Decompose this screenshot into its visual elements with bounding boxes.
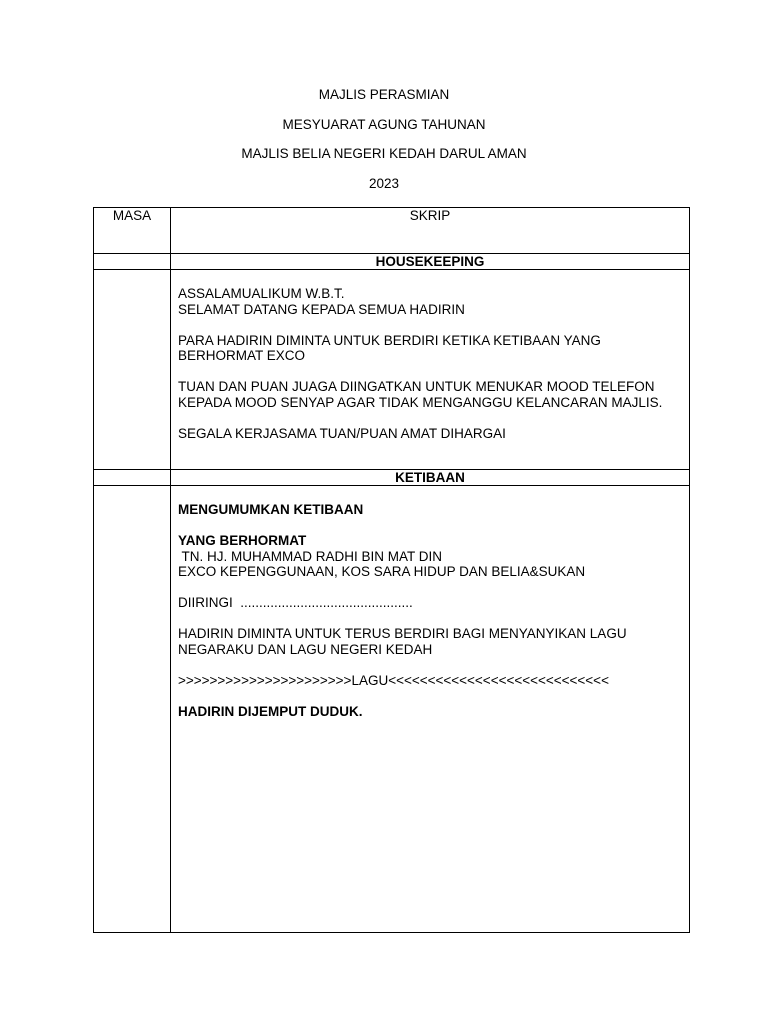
script-table: [93, 207, 690, 933]
announce-arrival: MENGUMUMKAN KETIBAAN: [178, 502, 364, 517]
header-skrip: SKRIP: [171, 208, 690, 254]
housekeeping-masa-cell: [94, 270, 171, 470]
title-year: 2023: [368, 175, 400, 191]
phone-silent-reminder: TUAN DAN PUAN JUAGA DIINGATKAN UNTUK MENUKAR MOOD TELEFON KEPADA MOOD SENYAP AGAR TIDAK MENGANGGU KELANCARAN MAJLIS.: [178, 379, 663, 410]
vip-honorific: YANG BERHORMAT: [178, 533, 307, 548]
section-row-housekeeping: [94, 254, 690, 270]
document-title: [0, 87, 768, 205]
section-row-ketibaan: [94, 470, 690, 486]
title-event: MAJLIS PERASMIAN: [318, 87, 450, 102]
ketibaan-content-row: [94, 486, 690, 933]
section-masa-cell: [94, 254, 171, 270]
section-masa-cell: [94, 470, 171, 486]
cooperation-thanks: SEGALA KERJASAMA TUAN/PUAN AMAT DIHARGAI: [178, 425, 506, 441]
ketibaan-script-cell: [171, 486, 690, 933]
vip-name: TN. HJ. MUHAMMAD RADHI BIN MAT DIN: [178, 548, 443, 564]
section-heading-housekeeping: HOUSEKEEPING: [171, 254, 690, 270]
anthem-instruction: HADIRIN DIMINTA UNTUK TERUS BERDIRI BAGI MENYANYIKAN LAGU NEGARAKU DAN LAGU NEGERI KEDAH: [178, 626, 627, 657]
housekeeping-script-cell: [171, 270, 690, 470]
title-meeting: MESYUARAT AGUNG TAHUNAN: [282, 116, 486, 132]
stand-instruction: PARA HADIRIN DIMINTA UNTUK BERDIRI KETIKA KETIBAAN YANG BERHORMAT EXCO: [178, 332, 601, 363]
header-masa: MASA: [94, 208, 171, 254]
be-seated-instruction: HADIRIN DIJEMPUT DUDUK.: [178, 703, 363, 719]
accompanied-by: DIIRINGI ..............................................: [178, 595, 413, 610]
housekeeping-content-row: [94, 270, 690, 470]
section-heading-ketibaan: KETIBAAN: [171, 470, 690, 486]
vip-position: EXCO KEPENGGUNAAN, KOS SARA HIDUP DAN BELIA&SUKAN: [178, 564, 586, 579]
greeting-salam: ASSALAMUALIKUM W.B.T.: [178, 286, 345, 301]
vip-block: [178, 533, 681, 580]
title-organization: MAJLIS BELIA NEGERI KEDAH DARUL AMAN: [241, 146, 527, 161]
greeting-paragraph: [178, 286, 681, 317]
ketibaan-masa-cell: [94, 486, 171, 933]
greeting-welcome: SELAMAT DATANG KEPADA SEMUA HADIRIN: [178, 301, 465, 317]
table-header-row: [94, 208, 690, 254]
song-marker: >>>>>>>>>>>>>>>>>>>>>>LAGU<<<<<<<<<<<<<<<<<<<<<<<<<<<<: [178, 672, 609, 688]
